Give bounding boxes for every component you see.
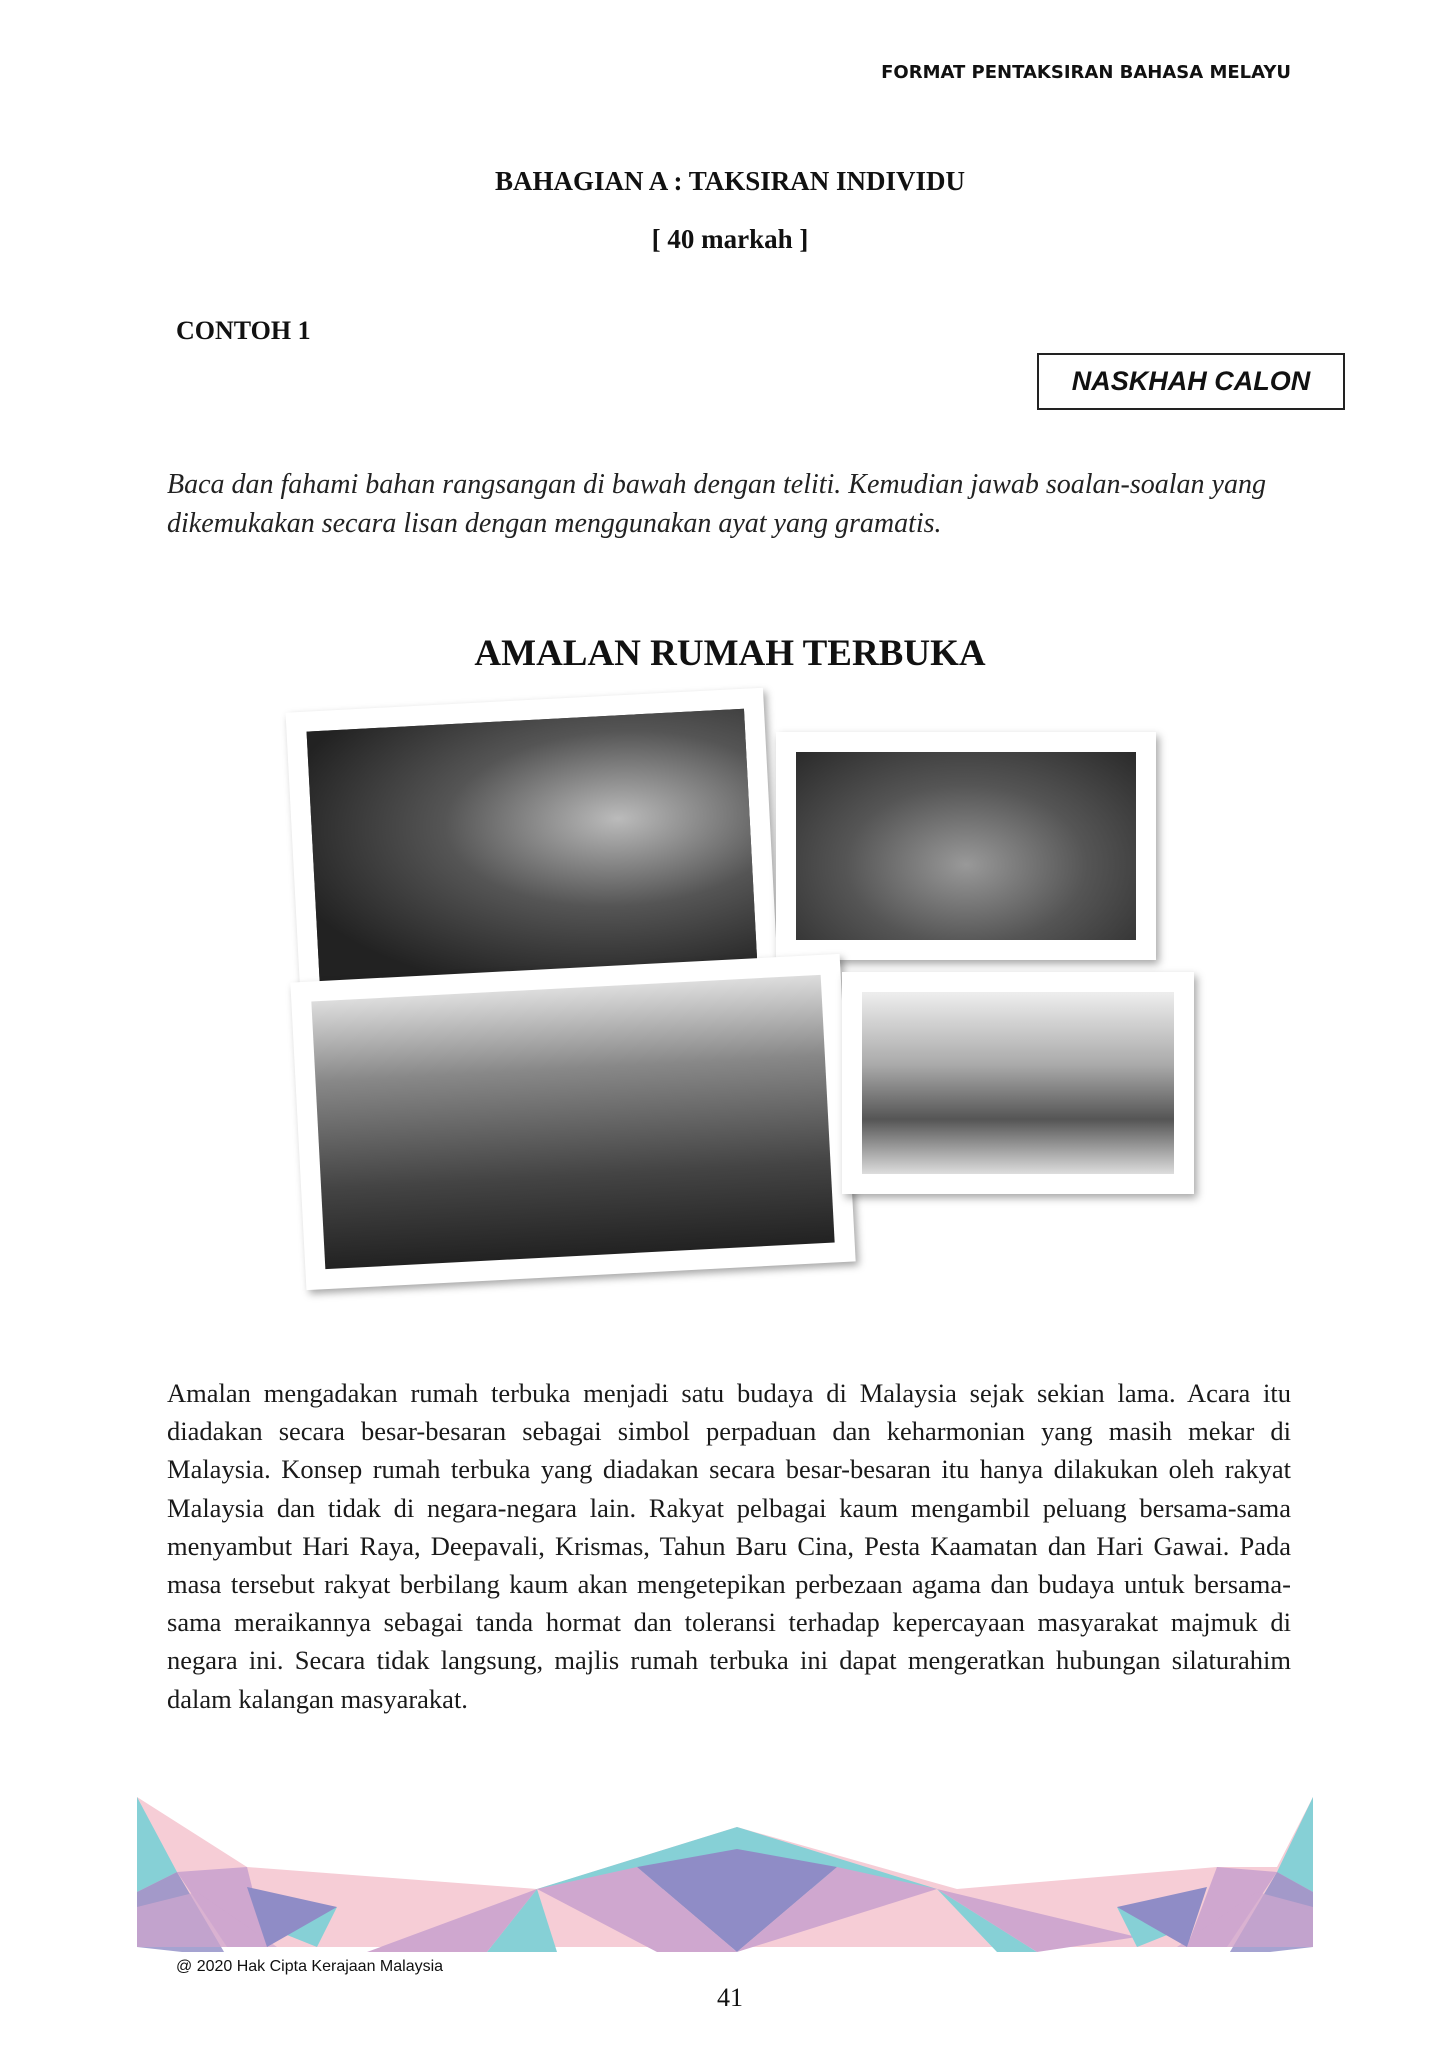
candidate-copy-box: NASKHAH CALON: [1037, 353, 1345, 410]
article-title: AMALAN RUMAH TERBUKA: [474, 633, 986, 674]
copyright-notice: @ 2020 Hak Cipta Kerajaan Malaysia: [176, 1958, 444, 1975]
photo-image: [311, 975, 834, 1269]
section-title: BAHAGIAN A : TAKSIRAN INDIVIDU: [494, 166, 966, 196]
footer-geometric-decoration: [137, 1797, 1313, 1952]
document-header: FORMAT PENTAKSIRAN BAHASA MELAYU: [881, 62, 1291, 83]
instruction-text: Baca dan fahami bahan rangsangan di bawah dengan teliti. Kemudian jawab soalan-soalan yang dikemukakan secara lisan dengan menggunakan ayat yang gramatis.: [167, 469, 1266, 539]
page-number: 41: [717, 1983, 743, 2012]
section-marks: [ 40 markah ]: [651, 224, 809, 254]
example-label: CONTOH 1: [176, 316, 311, 345]
photo-image: [796, 752, 1136, 940]
article-body: Amalan mengadakan rumah terbuka menjadi satu budaya di Malaysia sejak sekian lama. Acara itu diadakan secara besar-besaran sebagai simbol perpaduan dan keharmonian yang masih mekar di Malaysia. Konsep rumah terbuka yang diadakan secara besar-besaran itu hanya dilakukan oleh rakyat Malaysia dan tidak di negara-negara lain. Rakyat pelbagai kaum mengambil peluang bersama-sama menyambut Hari Raya, Deepavali, Krismas, Tahun Baru Cina, Pesta Kaamatan dan Hari Gawai. Pada masa tersebut rakyat berbilang kaum akan mengetepikan perbezaan agama dan budaya untuk bersama-sama meraikannya sebagai tanda hormat dan toleransi terhadap kepercayaan masyarakat majmuk di negara ini. Secara tidak langsung, majlis rumah terbuka ini dapat mengeratkan hubungan silaturahim dalam kalangan masyarakat.: [167, 1378, 1291, 1714]
photo-family-table: [842, 972, 1194, 1194]
photo-image: [307, 709, 758, 990]
photo-crowd-dining: [776, 732, 1156, 960]
photo-image: [862, 992, 1174, 1174]
photo-fruit-baskets: [290, 954, 855, 1290]
